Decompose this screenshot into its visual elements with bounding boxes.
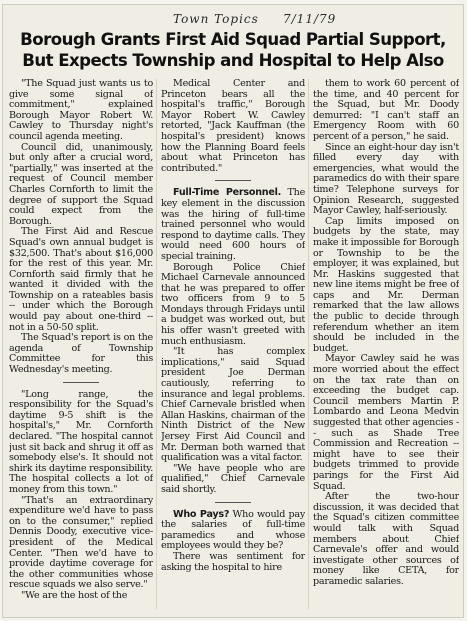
paragraph: Mayor Cawley said he was more worried about the effect on the tax rate than on exceeding the budget cap. Council members Martin P. Lombardo and Leona Medvin suggested that other agencies -- such as Shade Tree Commission and Recreation -- might have to see their budgets trimmed to provide parings for the First Aid Squad. bbox=[313, 353, 459, 492]
paragraph bbox=[161, 510, 305, 552]
section-divider bbox=[215, 180, 251, 181]
headline-line-1: Borough Grants First Aid Squad Partial Support, bbox=[20, 30, 446, 49]
paragraph: Cap limits imposed on budgets by the state, may make it impossible for Borough or Township to be the employer, it was explained, but Mr. Haskins suggested that new line items might be free of caps and Mr. Derman remarked that the law allows the public to decide through referendum whether an item should be included in the budget. bbox=[313, 215, 459, 354]
paragraph: them to work 60 percent of the time, and 40 percent for the Squad, but Mr. Doody demurred: "I can't staff an Emergency Room with 60 percent of a person," he said. bbox=[313, 79, 459, 142]
paragraph-text: The key element in the discussion was the hiring of full-time trained personnel who would respond to daytime calls. They would need 600 hours of special training. bbox=[161, 187, 305, 262]
section-divider bbox=[63, 382, 99, 383]
paragraph: Since an eight-hour day isn't filled every day with emergencies, what would the paramedics do with their spare time? Telephone surveys for Opinion Research, suggested Mayor Cawley, half-seriously. bbox=[313, 141, 459, 217]
column-divider bbox=[308, 79, 309, 609]
paragraph: "It has complex implications," said Squad president Joe Derman cautiously, referring to insurance and legal problems. Chief Carnevale bristled when Allan Haskins, chairman of the Ninth District of the New Jersey First Aid Council and Mr. Derman both warned that qualification was a vital factor. bbox=[161, 346, 305, 464]
paragraph: After the two-hour discussion, it was decided that the Squad's citizen committee would talk with Squad members about Chief Carnevale's offer and would investigate other sources of money like CETA, for paramedic salaries. bbox=[313, 491, 459, 587]
paragraph: The Squad's report is on the agenda of Township Committee for this Wednesday's meeting. bbox=[9, 332, 153, 376]
annotation-date: 7/11/79 bbox=[283, 12, 337, 26]
annotation-publication: Town Topics bbox=[173, 12, 259, 26]
paragraph: There was sentiment for asking the hospital to hire bbox=[161, 550, 305, 573]
headline bbox=[7, 29, 459, 71]
paragraph: Council did, unanimously, but only after a crucial word, "partially," was inserted at the request of Council member Charles Cornforth to limit the degree of support the Squad could expect from the Borough. bbox=[9, 141, 153, 227]
subhead-who-pays: Who Pays? bbox=[173, 508, 230, 520]
paragraph: "That's an extraordinary expenditure we'd have to pass on to the consumer," replied Dennis Doody, executive vice-president of the Medical Center. "Then we'd have to provide daytime coverage for the other communities whose rescue squads we also serve." bbox=[9, 494, 153, 591]
paragraph: Borough Police Chief Michael Carnevale announced that he was prepared to offer two officers from 9 to 5 Mondays through Fridays until a budget was worked out, but his offer wasn't greeted with much enthusiasm. bbox=[161, 261, 305, 347]
headline-line-2: But Expects Township and Hospital to Help Also bbox=[22, 51, 444, 70]
paragraph: "We have people who are qualified," Chief Carnevale said shortly. bbox=[161, 462, 305, 495]
subhead-full-time-personnel: Full-Time Personnel. bbox=[173, 187, 282, 199]
article-column-2 bbox=[161, 79, 305, 615]
section-divider bbox=[215, 502, 251, 503]
paragraph bbox=[161, 188, 305, 262]
paragraph: "We are the host of the bbox=[21, 589, 128, 601]
paragraph-text: Who would pay the salaries of full-time paramedics and whose employees would they be? bbox=[161, 508, 305, 552]
newspaper-clipping bbox=[2, 4, 464, 618]
paragraph: "Long range, the responsibility for the Squad's daytime 9-5 shift is the hospital's," Mr. Cornforth declared. "The hospital cannot just sit back and shrug it off as somebody else's. It should not shirk its daytime responsibility. The hospital collects a lot of money from this town." bbox=[9, 388, 153, 495]
column-divider bbox=[156, 79, 157, 609]
paragraph: Medical Center and Princeton bears all the hospital's traffic," Borough Mayor Robert W. Cawley retorted, "Jack Kauffman (the hospital's president) knows how the Planning Board feels about what Princeton has contributed." bbox=[161, 79, 305, 174]
paragraph: "The Squad just wants us to give some signal of commitment," explained Borough Mayor Robert W. Cawley to Thursday night's council agenda meeting. bbox=[9, 79, 153, 142]
paragraph: The First Aid and Rescue Squad's own annual budget is $32,500. That's about $16,000 for the rest of this year. Mr. Cornforth said firmly that he wanted it divided with the Township on a rateables basis -- under which the Borough would pay about one-third -- not in a 50-50 split. bbox=[9, 226, 153, 333]
handwritten-annotation bbox=[173, 12, 403, 30]
article-column-3 bbox=[313, 79, 459, 615]
article-column-1 bbox=[9, 79, 153, 615]
